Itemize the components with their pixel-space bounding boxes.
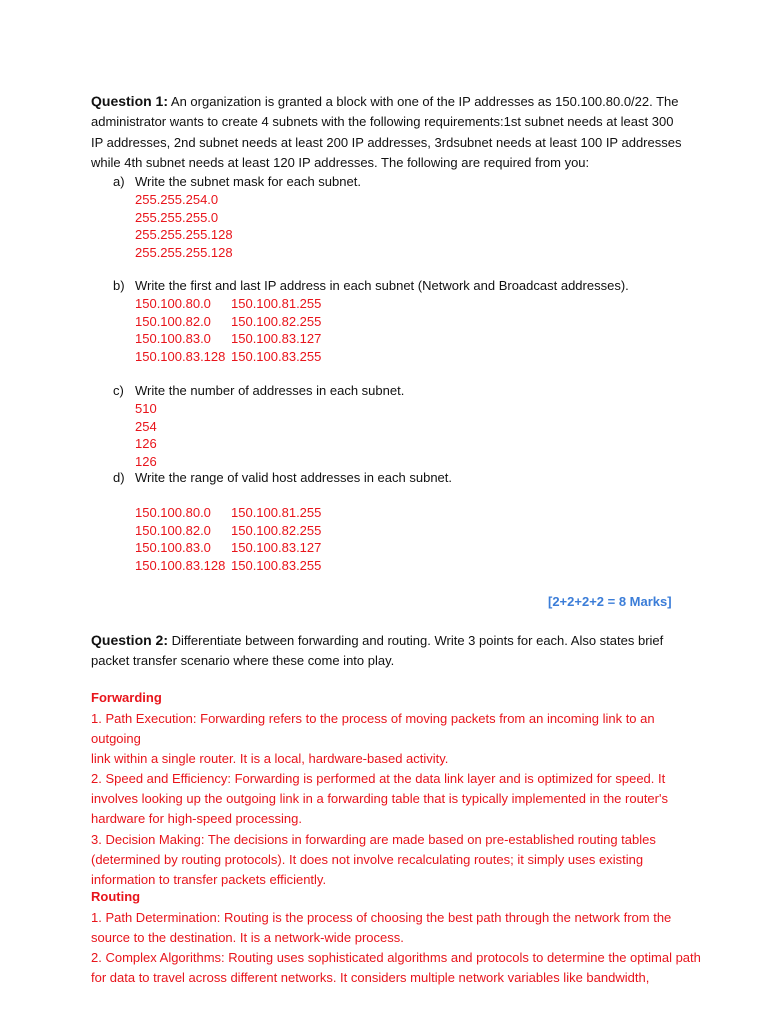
item-c-letter: c) [113, 383, 124, 398]
item-d-letter: d) [113, 470, 125, 485]
answer-d-row [135, 557, 321, 575]
routing-paragraph [91, 908, 701, 988]
item-c [113, 382, 404, 399]
network-address: 150.100.80.0 [135, 296, 211, 311]
answer-b-list [135, 295, 321, 365]
answer-a-list [135, 191, 233, 261]
forwarding-line: (determined by routing protocols). It does not involve recalculating routes; it simply uses existing [91, 851, 644, 867]
network-address: 150.100.83.128 [135, 348, 226, 364]
forwarding-heading: Forwarding [91, 690, 162, 705]
item-d [113, 469, 452, 486]
range-start: 150.100.83.128 [135, 557, 226, 573]
answer-d-list [135, 504, 321, 574]
routing-heading: Routing [91, 889, 141, 904]
answer-b-row [135, 295, 321, 313]
forwarding-line: link within a single router. It is a local, hardware-based activity. [91, 751, 449, 767]
broadcast-address: 150.100.83.127 [231, 331, 322, 346]
range-end: 150.100.83.127 [231, 540, 322, 555]
question-2-paragraph [91, 630, 696, 672]
network-address: 150.100.82.0 [135, 313, 211, 329]
item-a-text: Write the subnet mask for each subnet. [135, 174, 361, 189]
answer-c-line: 510 [135, 401, 157, 416]
forwarding-paragraph [91, 709, 701, 890]
range-start: 150.100.83.0 [135, 540, 211, 555]
item-c-text: Write the number of addresses in each subnet. [135, 383, 405, 398]
marks-label: [2+2+2+2 = 8 Marks] [548, 594, 672, 609]
question-1-line: An organization is granted a block with one of the IP addresses as 150.100.80.0/22. The [170, 94, 679, 109]
question-1-label: Question 1: [91, 93, 169, 109]
answer-c-list [135, 400, 157, 470]
item-b-text: Write the first and last IP address in each subnet (Network and Broadcast addresses). [135, 278, 629, 293]
question-1-line: administrator wants to create 4 subnets with the following requirements:1st subnet needs at least 300 [91, 114, 674, 130]
answer-a-line: 255.255.255.0 [135, 209, 219, 225]
question-2-label: Question 2: [91, 632, 169, 648]
range-end: 150.100.81.255 [231, 505, 322, 520]
forwarding-line: hardware for high-speed processing. [91, 811, 303, 827]
answer-a-line: 255.255.254.0 [135, 192, 219, 207]
network-address: 150.100.83.0 [135, 331, 211, 346]
range-start: 150.100.82.0 [135, 522, 211, 538]
question-1-line: while 4th subnet needs at least 120 IP addresses. The following are required from you: [91, 154, 590, 170]
answer-b-row [135, 313, 321, 331]
broadcast-address: 150.100.83.255 [231, 348, 322, 364]
range-end: 150.100.83.255 [231, 557, 322, 573]
broadcast-address: 150.100.82.255 [231, 313, 322, 329]
range-start: 150.100.80.0 [135, 505, 211, 520]
routing-line: for data to travel across different networks. It considers multiple network variables like bandwidth, [91, 970, 650, 986]
forwarding-line: 2. Speed and Efficiency: Forwarding is performed at the data link layer and is optimized for speed. It [91, 771, 666, 787]
question-1-paragraph [91, 91, 696, 173]
routing-line: 2. Complex Algorithms: Routing uses sophisticated algorithms and protocols to determine the optimal path [91, 950, 701, 966]
answer-d-row [135, 539, 321, 557]
routing-line: 1. Path Determination: Routing is the process of choosing the best path through the network from the [91, 910, 672, 925]
routing-line: source to the destination. It is a network-wide process. [91, 930, 404, 946]
answer-d-row [135, 522, 321, 540]
question-2-line: packet transfer scenario where these come into play. [91, 653, 395, 669]
answer-a-line: 255.255.255.128 [135, 227, 233, 242]
item-b [113, 277, 629, 294]
broadcast-address: 150.100.81.255 [231, 296, 322, 311]
item-a-letter: a) [113, 174, 125, 189]
forwarding-line: information to transfer packets efficiently. [91, 871, 327, 887]
question-2-line: Differentiate between forwarding and routing. Write 3 points for each. Also states brief [171, 633, 664, 648]
item-a [113, 173, 361, 190]
answer-c-line: 126 [135, 436, 157, 451]
answer-b-row [135, 330, 321, 348]
item-b-letter: b) [113, 278, 125, 293]
answer-d-row [135, 504, 321, 522]
answer-c-line: 254 [135, 418, 157, 434]
answer-a-line: 255.255.255.128 [135, 244, 233, 260]
answer-c-line: 126 [135, 453, 157, 469]
item-d-text: Write the range of valid host addresses in each subnet. [135, 470, 453, 485]
forwarding-line: involves looking up the outgoing link in a forwarding table that is typically implemented in the router's [91, 791, 668, 807]
question-1-line: IP addresses, 2nd subnet needs at least 200 IP addresses, 3rdsubnet needs at least 100 IP addresses [91, 134, 682, 150]
answer-b-row [135, 348, 321, 366]
forwarding-line: 3. Decision Making: The decisions in forwarding are made based on pre-established routing tables [91, 831, 656, 847]
forwarding-line: 1. Path Execution: Forwarding refers to the process of moving packets from an incoming link to an outgoing [91, 711, 655, 747]
range-end: 150.100.82.255 [231, 522, 322, 538]
